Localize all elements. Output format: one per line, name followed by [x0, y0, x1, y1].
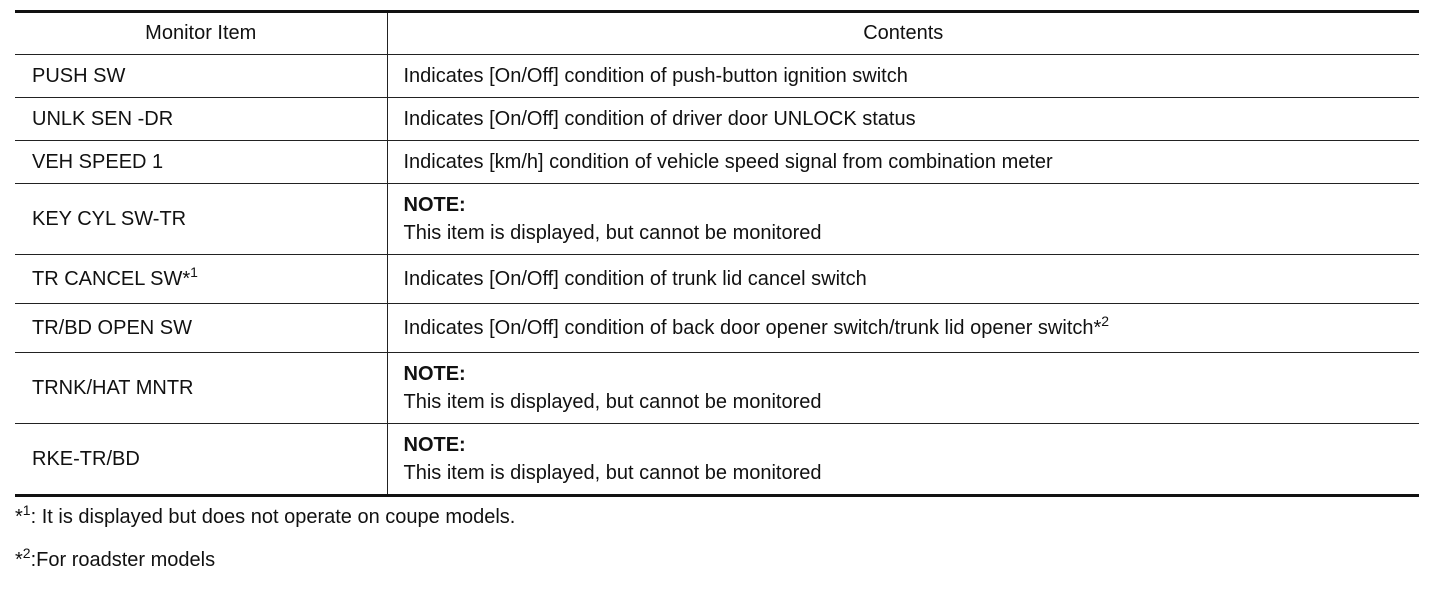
header-monitor-item: Monitor Item [15, 12, 387, 55]
footnote-ref: 2 [1101, 312, 1110, 329]
contents-cell: Indicates [km/h] condition of vehicle speed signal from combination meter [387, 141, 1419, 184]
table-row [15, 141, 1419, 184]
monitor-item-cell [15, 255, 387, 304]
monitor-item-cell: KEY CYL SW-TR [15, 184, 387, 255]
note-text: This item is displayed, but cannot be monitored [403, 222, 822, 244]
footnote-text: : It is displayed but does not operate on coupe models. [30, 506, 516, 528]
table-row [15, 255, 1419, 304]
footnote-text: :For roadster models [30, 549, 216, 571]
footnote-mark: * [15, 506, 23, 528]
monitor-item-table [15, 10, 1419, 497]
monitor-item-cell: TRNK/HAT MNTR [15, 353, 387, 424]
footnote-1 [15, 502, 516, 529]
header-contents: Contents [387, 12, 1419, 55]
table-row [15, 184, 1419, 255]
contents-cell: Indicates [On/Off] condition of driver door UNLOCK status [387, 98, 1419, 141]
footnote-ref: 1 [190, 263, 198, 280]
monitor-item-cell: TR/BD OPEN SW [15, 304, 387, 353]
note-label: NOTE: [403, 363, 466, 385]
table-row [15, 424, 1419, 496]
footnote-mark: * [15, 549, 23, 571]
monitor-item-table-container [15, 10, 1419, 497]
monitor-item-cell: UNLK SEN -DR [15, 98, 387, 141]
contents-cell [387, 184, 1419, 255]
monitor-item-cell: PUSH SW [15, 55, 387, 98]
footnote-2 [15, 545, 515, 572]
table-header-row [15, 12, 1419, 55]
note-label: NOTE: [403, 194, 466, 216]
table-row [15, 353, 1419, 424]
footnote-number: 1 [22, 502, 31, 518]
table-row [15, 98, 1419, 141]
contents-cell: Indicates [On/Off] condition of push-button ignition switch [387, 55, 1419, 98]
contents-cell [387, 304, 1419, 353]
note-text: This item is displayed, but cannot be monitored [403, 462, 822, 484]
table-row [15, 55, 1419, 98]
table-row [15, 304, 1419, 353]
contents-cell [387, 424, 1419, 496]
footnote-number: 2 [22, 545, 31, 561]
contents-text: Indicates [On/Off] condition of back door opener switch/trunk lid opener switch* [403, 316, 1102, 339]
footnotes [15, 502, 516, 572]
monitor-item-cell: RKE-TR/BD [15, 424, 387, 496]
note-label: NOTE: [403, 434, 466, 456]
note-text: This item is displayed, but cannot be monitored [403, 391, 822, 413]
monitor-item-cell: VEH SPEED 1 [15, 141, 387, 184]
contents-cell [387, 353, 1419, 424]
contents-cell: Indicates [On/Off] condition of trunk lid cancel switch [387, 255, 1419, 304]
monitor-item-text: TR CANCEL SW* [32, 267, 191, 290]
